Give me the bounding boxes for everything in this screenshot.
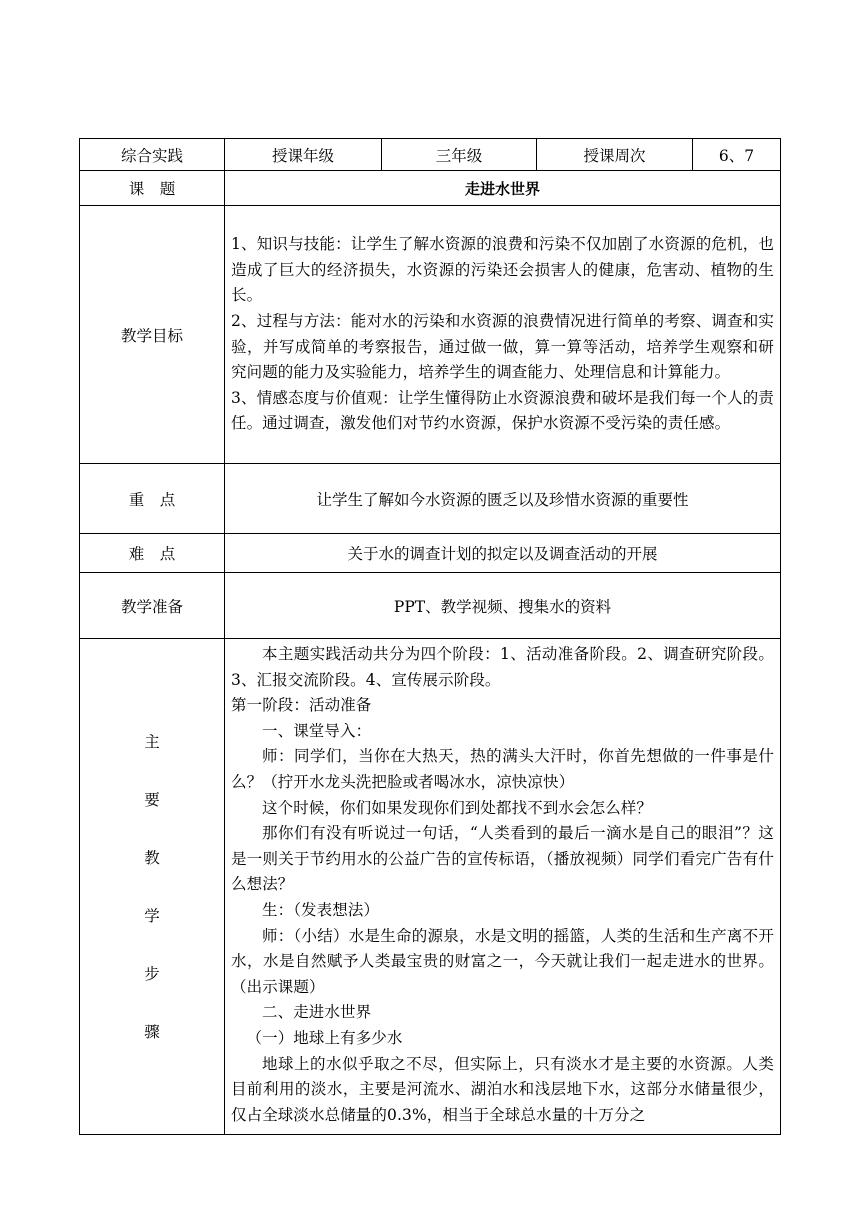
objective-item-1: 1、知识与技能：让学生了解水资源的浪费和污染不仅加剧了水资源的危机，也造成了巨大的经济损失，水资源的污染还会损害人的健康，危害动、植物的生长。 [231,235,775,305]
step-subheading: 一、课堂导入： [262,721,372,740]
step-section-heading: 第一阶段：活动准备 [231,696,372,715]
objective-item-2: 2、过程与方法：能对水的污染和水资源的浪费情况进行简单的考察、调查和实验，并写成简单的考察报告，通过做一做，算一算等活动，培养学生观察和研究问题的能力及实验能力，培养学生的调查能力、处理信息和计算能力。 [231,311,775,382]
objectives-content [225,206,781,464]
lesson-plan-table [79,138,781,1135]
grade-value-cell: 三年级 [382,139,537,171]
lesson-plan-sheet [79,138,780,1135]
preparation-value: PPT、教学视频、搜集水的资料 [225,573,781,639]
topic-title: 走进水世界 [225,171,781,206]
preparation-label: 教学准备 [80,573,225,639]
header-row [80,139,781,171]
key-point-value: 让学生了解如今水资源的匮乏以及珍惜水资源的重要性 [225,464,781,534]
grade-label-cell: 授课年级 [225,139,382,171]
step-paragraph: 这个时候，你们如果发现你们到处都找不到水会怎么样？ [262,798,653,817]
steps-label [80,639,225,1135]
steps-label-char: 主 [144,732,160,751]
step-paragraph: 本主题实践活动共分为四个阶段：1、活动准备阶段。2、调查研究阶段。3、汇报交流阶段。4、宣传展示阶段。 [231,645,775,689]
topic-row [80,171,781,206]
objectives-label: 教学目标 [80,206,225,464]
steps-content [225,639,781,1135]
objective-item-3: 3、情感态度与价值观：让学生懂得防止水资源浪费和破坏是我们每一个人的责任。通过调查，激发他们对节约水资源，保护水资源不受污染的责任感。 [231,388,775,433]
topic-label: 课 题 [80,171,225,206]
subject-cell: 综合实践 [80,139,225,171]
step-paragraph: 地球上的水似乎取之不尽，但实际上，只有淡水才是主要的水资源。人类目前利用的淡水，主要是河流水、湖泊水和浅层地下水，这部分水储量很少，仅占全球淡水总储量的0.3%，相当于全球总水量的十万分之 [231,1054,775,1124]
steps-label-char: 学 [144,906,160,925]
steps-label-char: 要 [144,790,160,809]
difficulty-label: 难 点 [80,534,225,573]
key-point-label: 重 点 [80,464,225,534]
step-paragraph: 生：（发表想法） [262,900,380,919]
steps-label-char: 骤 [144,1022,160,1041]
steps-label-char: 教 [144,848,160,867]
objectives-row [80,206,781,464]
preparation-row [80,573,781,639]
step-paragraph: 师：（小结）水是生命的源泉，水是文明的摇篮，人类的生活和生产离不开水，水是自然赋予人类最宝贵的财富之一，今天就让我们一起走进水的世界。（出示课题） [231,926,775,996]
week-value-cell: 6、7 [693,139,781,171]
step-paragraph: 师：同学们，当你在大热天，热的满头大汗时，你首先想做的一件事是什么？（拧开水龙头洗把脸或者喝冰水，凉快凉快） [231,747,775,791]
step-subheading: 二、走进水世界 [262,1003,372,1022]
difficulty-value: 关于水的调查计划的拟定以及调查活动的开展 [225,534,781,573]
week-label-cell: 授课周次 [537,139,693,171]
step-paragraph: 那你们有没有听说过一句话，“人类看到的最后一滴水是自己的眼泪”？这是一则关于节约用水的公益广告的宣传标语，（播放视频）同学们看完广告有什么想法？ [231,824,775,894]
steps-label-char: 步 [144,964,160,983]
steps-row [80,639,781,1135]
difficulty-row [80,534,781,573]
step-subheading: （一）地球上有多少水 [246,1028,403,1047]
key-point-row [80,464,781,534]
